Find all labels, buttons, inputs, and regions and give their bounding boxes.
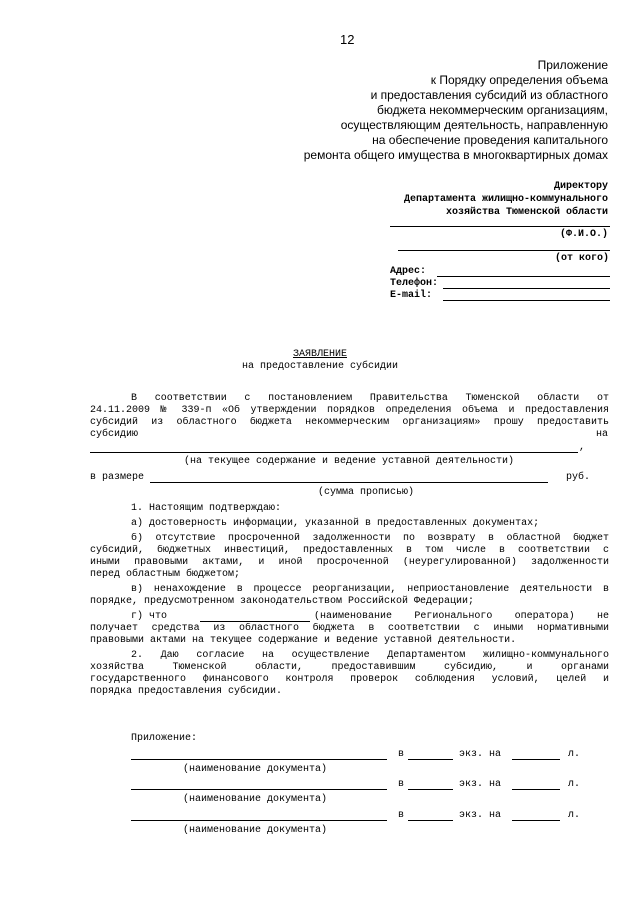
confirm-g-2: получает средства из областного бюджета в соответствии с иными нормативными bbox=[90, 623, 609, 634]
appendix-line: бюджета некоммерческим организациям, bbox=[377, 103, 608, 117]
attachment-sheets-label: л. bbox=[568, 810, 581, 821]
confirm-b-2: субсидий, бюджетных инвестиций, предоставленных в том числе в соответствии с bbox=[90, 545, 609, 556]
confirm-a: а) достоверность информации, указанной в предоставленных документах; bbox=[131, 518, 540, 529]
fio-line[interactable] bbox=[390, 226, 610, 227]
attachment-doc-caption: (наименование документа) bbox=[183, 825, 328, 836]
attachment-copies-field[interactable] bbox=[408, 820, 453, 821]
confirm-g-1-left: г) что bbox=[131, 611, 168, 622]
appendix-line: к Порядку определения объема bbox=[430, 73, 608, 87]
addressee-block bbox=[404, 180, 608, 219]
addressee-line: хозяйства Тюменской области bbox=[445, 207, 608, 218]
attachment-sheets-field[interactable] bbox=[512, 789, 560, 790]
phone-label: Телефон: bbox=[390, 278, 439, 289]
attachment-in: в bbox=[398, 779, 405, 790]
purpose-comma: , bbox=[579, 442, 586, 453]
from-label: (от кого) bbox=[555, 253, 610, 264]
intro-line-1: В соответствии с постановлением Правительства Тюменской области от bbox=[131, 393, 609, 404]
confirm-v-2: порядке, предусмотренном законодательством Российской Федерации; bbox=[90, 596, 475, 607]
attachment-in: в bbox=[398, 749, 405, 760]
amount-field[interactable] bbox=[150, 482, 548, 483]
attachments-label: Приложение: bbox=[131, 733, 198, 744]
attachment-sheets-label: л. bbox=[568, 779, 581, 790]
confirm-g-3: правовыми актами на текущее содержание и ведение уставной деятельности. bbox=[90, 635, 517, 646]
attachment-copies-field[interactable] bbox=[408, 789, 453, 790]
confirm-b-4: перед областным бюджетом; bbox=[90, 569, 241, 580]
confirm-b-3: иными правовыми актами, и иной просроченной (неурегулированной) задолженности bbox=[90, 557, 609, 568]
attachment-in: в bbox=[398, 810, 405, 821]
email-label: E-mail: bbox=[390, 290, 433, 301]
fio-label: (Ф.И.О.) bbox=[560, 229, 609, 240]
attachment-sheets-field[interactable] bbox=[512, 820, 560, 821]
page-number: 12 bbox=[340, 32, 355, 47]
intro-line-4-left: субсидию bbox=[90, 429, 139, 440]
appendix-line: осуществляющим деятельность, направленную bbox=[340, 118, 608, 132]
confirm-b-1: б) отсутствие просроченной задолженности по возврату в областной бюджет bbox=[131, 533, 609, 544]
consent-line-2: хозяйства Тюменской области, предоставившим субсидию, и органами bbox=[90, 662, 609, 673]
consent-line-4: порядка предоставления субсидии. bbox=[90, 686, 283, 697]
attachment-copies-label: экз. на bbox=[459, 749, 502, 760]
attachment-sheets-label: л. bbox=[568, 749, 581, 760]
appendix-line: ремонта общего имущества в многоквартирных домах bbox=[303, 148, 608, 162]
address-label: Адрес: bbox=[390, 266, 427, 277]
attachment-doc-field[interactable] bbox=[131, 759, 387, 760]
attachment-doc-field[interactable] bbox=[131, 820, 387, 821]
phone-field[interactable] bbox=[443, 288, 610, 289]
confirm-g-1-right: (наименование Регионального оператора) не bbox=[314, 611, 609, 622]
address-field[interactable] bbox=[437, 276, 610, 277]
appendix-line: Приложение bbox=[537, 58, 608, 72]
title-text: ЗАЯВЛЕНИЕ bbox=[292, 349, 347, 360]
appendix-header bbox=[304, 58, 608, 163]
intro-line-3: субсидий из областного бюджета некоммерческим организациям» прошу предоставить bbox=[90, 417, 609, 428]
attachment-sheets-field[interactable] bbox=[512, 759, 560, 760]
from-line[interactable] bbox=[398, 250, 610, 251]
appendix-line: на обеспечение проведения капитального bbox=[372, 133, 608, 147]
consent-line-3: государственного финансового контроля проверок соблюдения условий, целей и bbox=[90, 674, 609, 685]
operator-name-field[interactable] bbox=[200, 621, 310, 622]
attachment-copies-label: экз. на bbox=[459, 810, 502, 821]
intro-line-2: 24.11.2009 № 339-п «Об утверждении порядков определения объема и предоставления bbox=[90, 405, 609, 416]
amount-suffix: руб. bbox=[566, 472, 591, 483]
attachment-copies-label: экз. на bbox=[459, 779, 502, 790]
attachment-doc-caption: (наименование документа) bbox=[183, 794, 328, 805]
amount-prefix: в размере bbox=[90, 472, 145, 483]
appendix-line: и предоставления субсидий из областного bbox=[370, 88, 608, 102]
attachment-doc-field[interactable] bbox=[131, 789, 387, 790]
confirm-heading: 1. Настоящим подтверждаю: bbox=[131, 503, 282, 514]
confirm-v-1: в) ненахождение в процессе реорганизации, неприостановление деятельности в bbox=[131, 584, 609, 595]
addressee-line: Директору bbox=[553, 181, 608, 192]
document-title bbox=[0, 349, 640, 360]
amount-caption: (сумма прописью) bbox=[318, 487, 415, 498]
attachment-doc-caption: (наименование документа) bbox=[183, 764, 328, 775]
addressee-line: Департамента жилищно-коммунального bbox=[403, 194, 608, 205]
purpose-caption: (на текущее содержание и ведение уставной деятельности) bbox=[184, 456, 515, 467]
consent-line-1: 2. Даю согласие на осуществление Департаментом жилищно-коммунального bbox=[131, 650, 609, 661]
purpose-field[interactable] bbox=[90, 452, 578, 453]
attachment-copies-field[interactable] bbox=[408, 759, 453, 760]
intro-line-4-right: на bbox=[596, 429, 609, 440]
email-field[interactable] bbox=[443, 300, 610, 301]
document-subtitle: на предоставление субсидии bbox=[241, 361, 399, 372]
